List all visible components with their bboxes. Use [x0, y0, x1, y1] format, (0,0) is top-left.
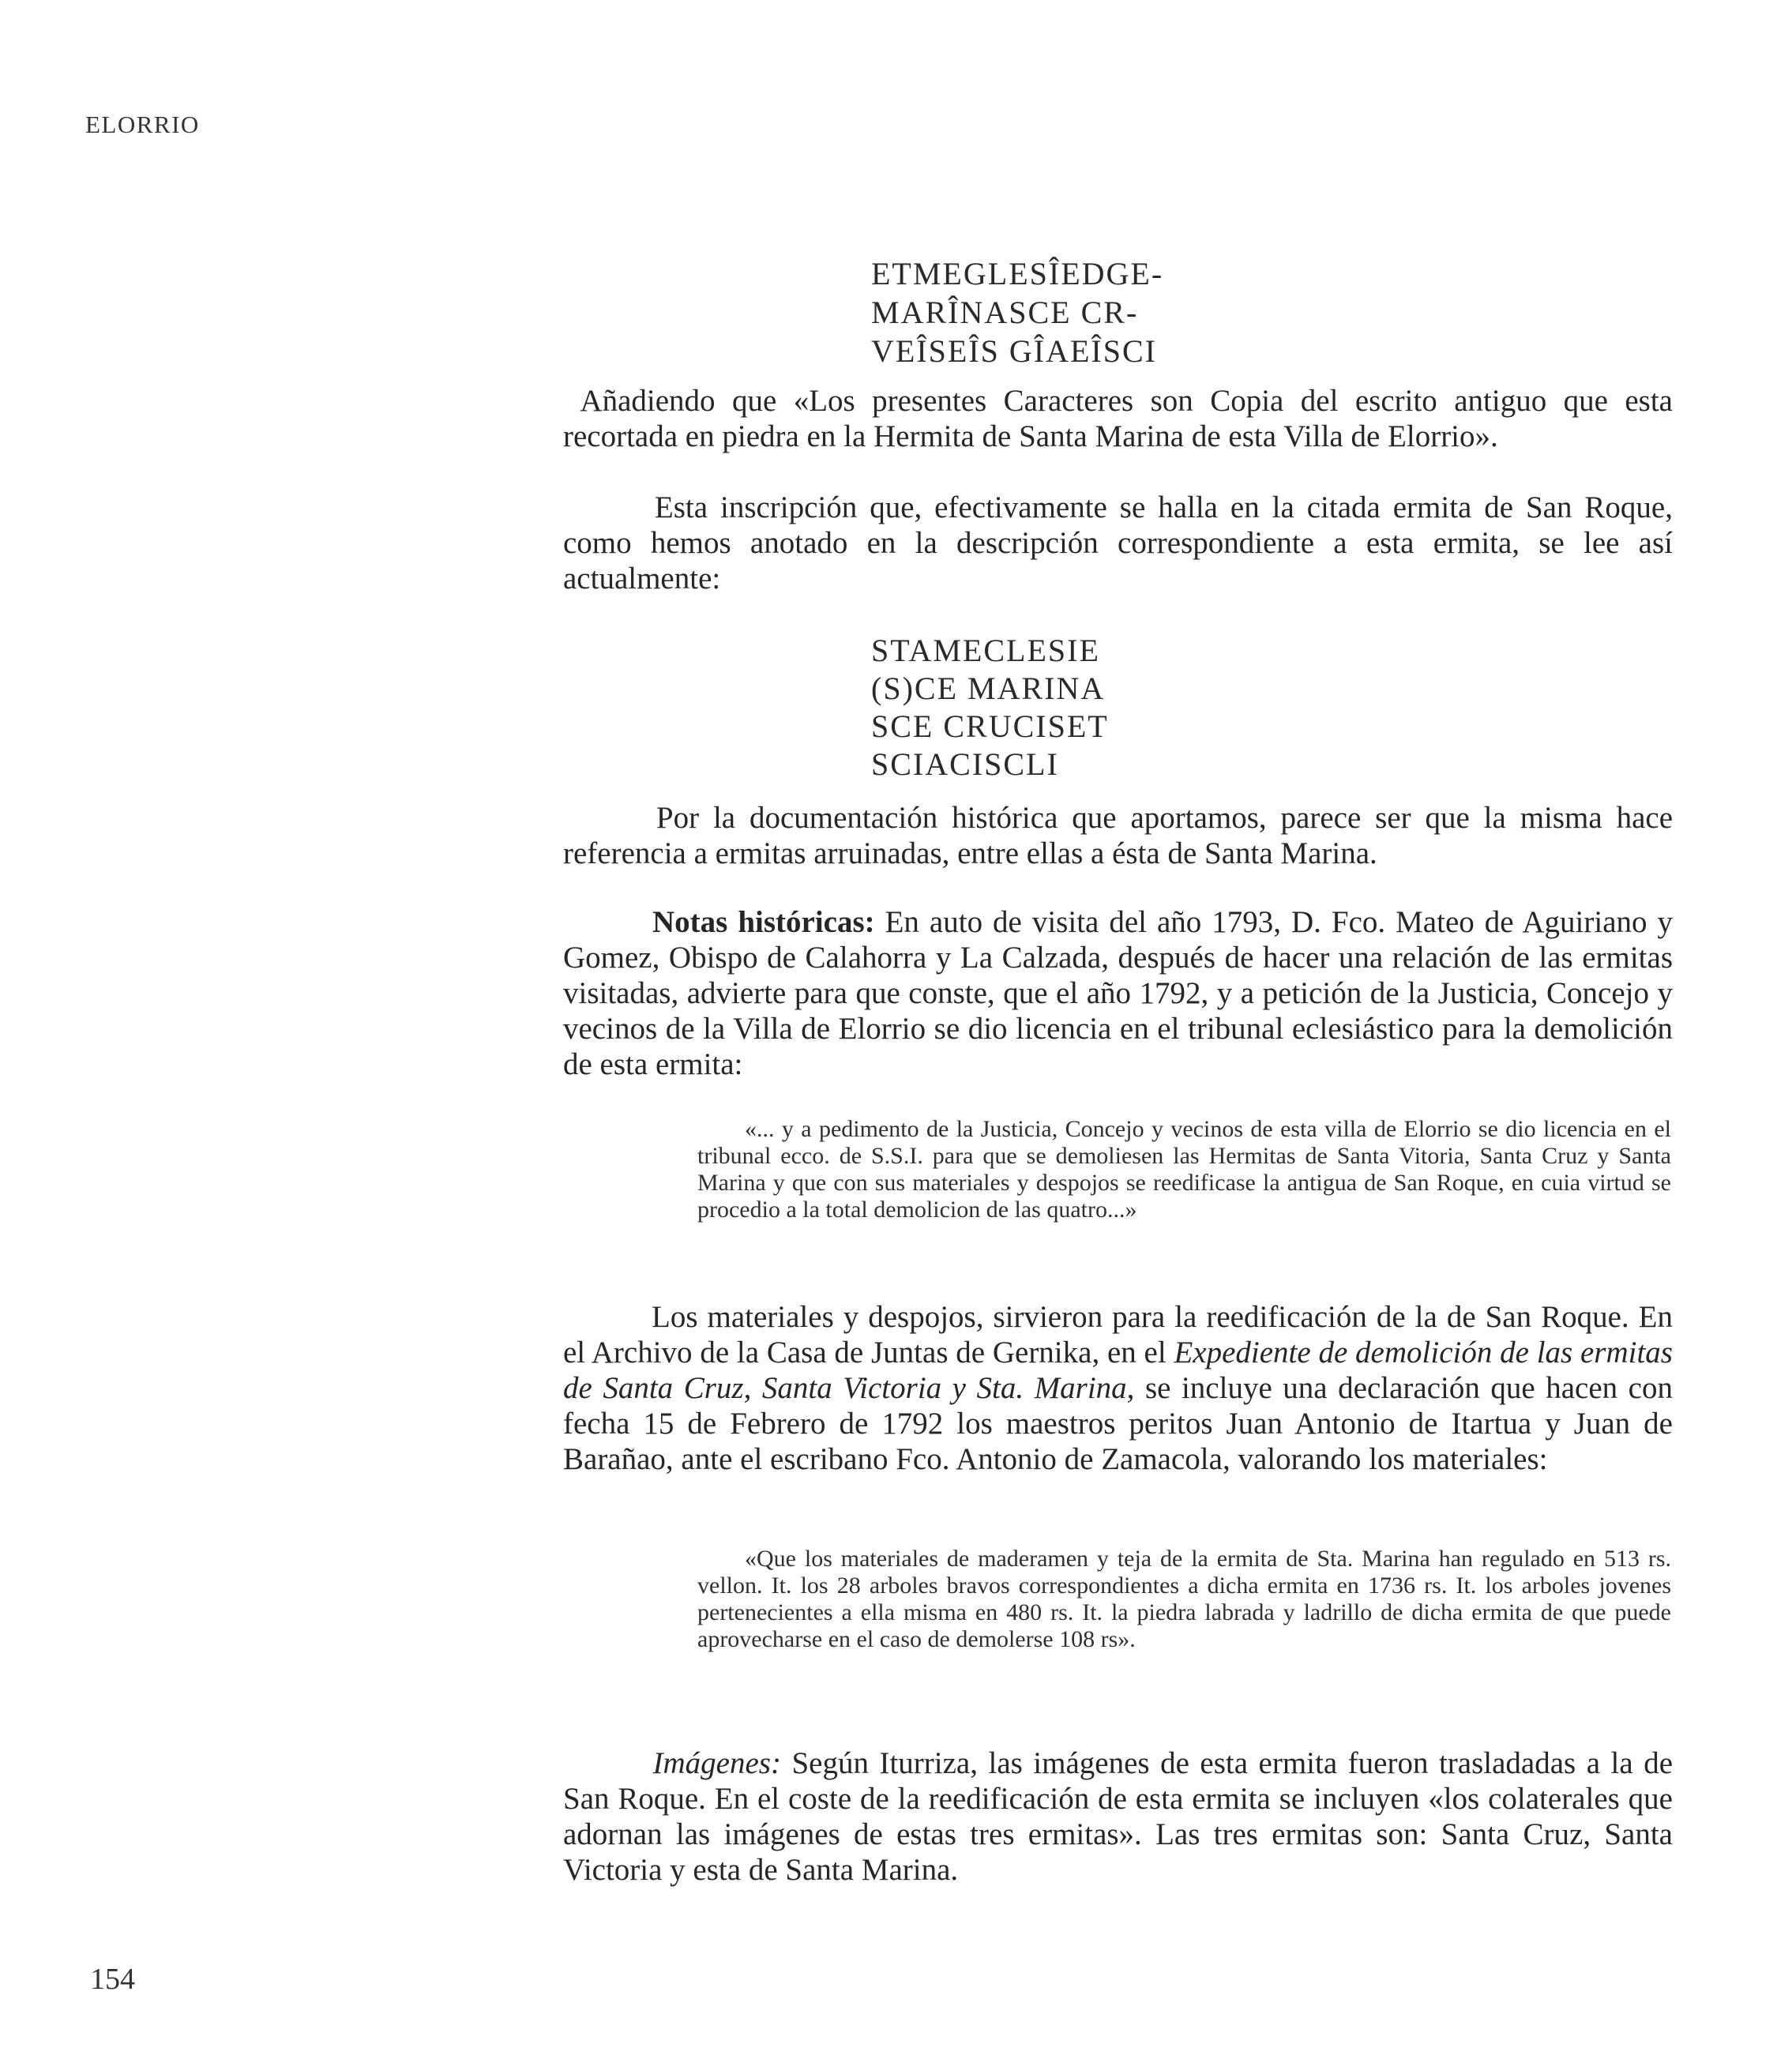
expediente-title: Expediente de demolición de las ermitas de Santa Cruz, Santa Victoria y Sta. Marina,	[563, 1336, 1673, 1405]
paragraph-historical-notes	[563, 904, 1673, 1082]
notes-heading: Notas históricas:	[652, 905, 875, 939]
paragraph-text: En auto de visita del año 1793, D. Fco. Mateo de Aguiriano y Gomez, Obispo de Calahorra y La Calzada, después de hacer una relación de las ermitas visitadas, advierte para que conste, que el año 1792, y a petición de la Justicia, Concejo y vecinos de la Villa de Elorrio se dio licencia en el tribunal eclesiástico para la demolición de esta ermita:	[563, 905, 1674, 1081]
inscription-line: MARÎNASCE CR-	[871, 295, 1139, 330]
inscription-line: ETMEGLESÎEDGE-	[871, 256, 1164, 291]
paragraph-text: Esta inscripción que, efectivamente se halla en la citada ermita de San Roque, como hemos anotado en la descripción correspondiente a esta ermita, se lee así actualmente:	[563, 490, 1673, 596]
inscription-line: STAMECLESIE	[871, 633, 1100, 668]
paragraph-text: Por la documentación histórica que aportamos, parece ser que la misma hace referencia a ermitas arruinadas, entre ellas a ésta de Santa Marina.	[563, 801, 1674, 870]
paragraph-text: Según Iturriza, las imágenes de esta ermita fueron trasladadas a la de San Roque. En el coste de la reedificación de esta ermita se incluyen «los colaterales que adornan las imágenes de estas tres ermitas». Las tres ermitas son: Santa Cruz, Santa Victoria y esta de Santa Marina.	[563, 1746, 1674, 1887]
quote-text: «Que los materiales de maderamen y teja de la ermita de Sta. Marina han regulado en 513 rs. vellon. It. los 28 arboles bravos correspondientes a dicha ermita en 1736 rs. It. los arboles jovenes pertenecientes a ella misma en 480 rs. It. la piedra labrada y ladrillo de dicha ermita de que puede aprovecharse en el caso de demolerse 108 rs».	[697, 1546, 1671, 1652]
paragraph-documentation	[563, 800, 1673, 871]
inscription-line: (S)CE MARINA	[871, 671, 1106, 706]
inscription-current	[871, 632, 1109, 783]
paragraph-text: Añadiendo que «Los presentes Caracteres son Copia del escrito antiguo que esta recortada en piedra en la Hermita de Santa Marina de esta Villa de Elorrio».	[563, 384, 1673, 453]
inscription-line: SCIACISCLI	[871, 746, 1059, 782]
inscription-old	[871, 254, 1163, 370]
paragraph-text: se incluye una declaración que hacen con fecha 15 de Febrero de 1792 los maestros peritos Juan Antonio de Itartua y Juan de Barañao, ante el escribano Fco. Antonio de Zamacola, valorando los materiales:	[563, 1371, 1673, 1476]
page-number: 154	[90, 1963, 135, 1996]
images-label: Imágenes:	[652, 1746, 781, 1780]
quote-text: «... y a pedimento de la Justicia, Concejo y vecinos de esta villa de Elorrio se dio licencia en el tribunal ecco. de S.S.I. para que se demoliesen las Hermitas de Santa Vitoria, Santa Cruz y Santa Marina y que con sus materiales y despojos se reedificase la antigua de San Roque, en cuia virtud se procedio a la total demolicion de las quatro...»	[697, 1116, 1671, 1223]
inscription-line: SCE CRUCISET	[871, 708, 1109, 744]
paragraph-text: Los materiales y despojos, sirvieron para la reedificación de la de San Roque. En el Archivo de la Casa de Juntas de Gernika, en el	[563, 1300, 1674, 1370]
paragraph-images	[563, 1745, 1673, 1888]
running-head: ELORRIO	[85, 111, 200, 138]
inscription-line: VEÎSEÎS GÎAEÎSCI	[871, 333, 1157, 369]
paragraph-current-reading	[563, 490, 1673, 596]
quote-materials-valuation	[697, 1546, 1671, 1653]
paragraph-materials	[563, 1299, 1673, 1477]
paragraph-copy-note	[563, 383, 1673, 454]
quote-demolition-license	[697, 1116, 1671, 1223]
